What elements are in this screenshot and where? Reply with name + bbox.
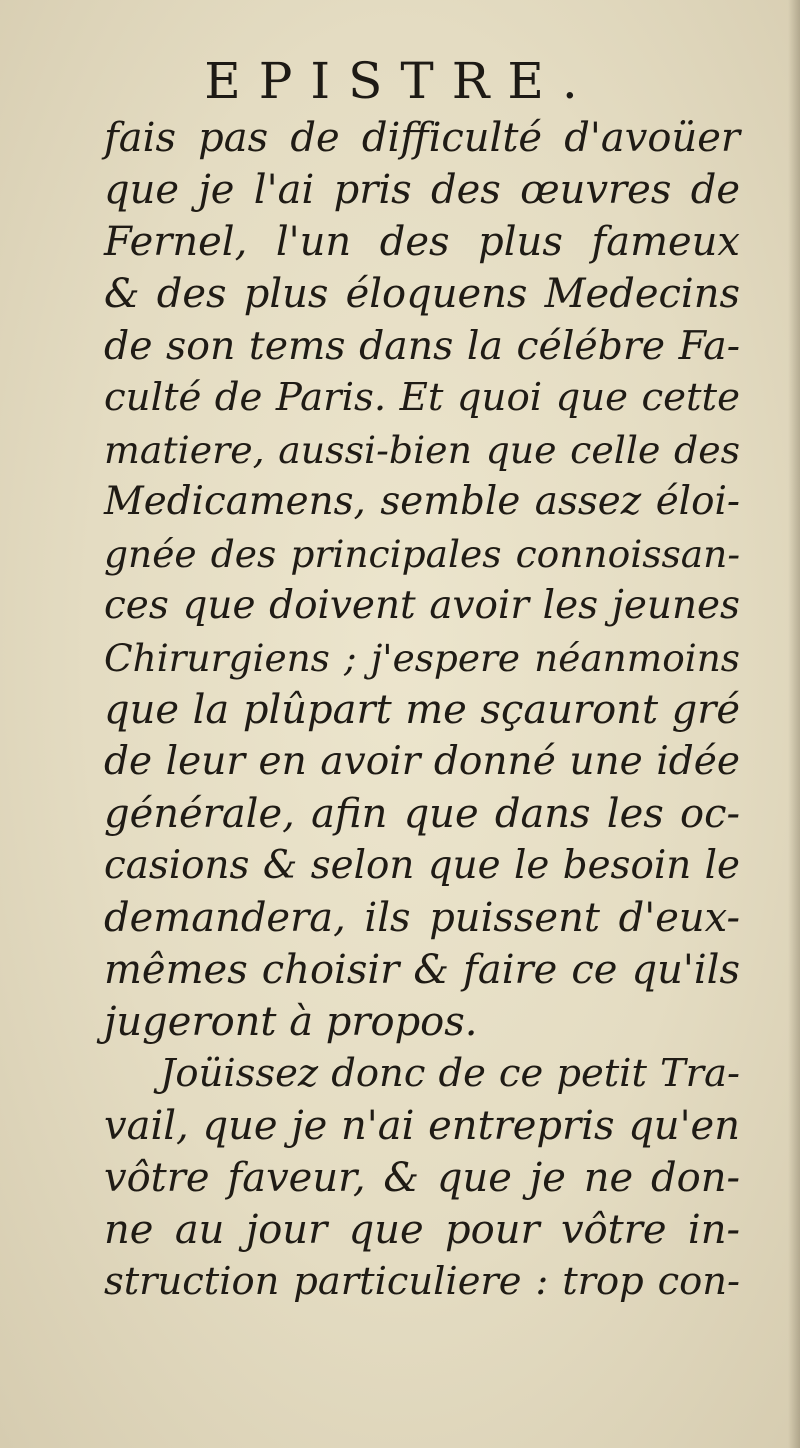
text-line: Chirurgiens ; j'espere néanmoins [104,636,740,680]
text-line: & des plus éloquens Medecins [104,271,740,317]
text-line-paragraph-end: jugeront à propos. [104,999,478,1045]
text-line: Fernel, l'un des plus fameux [104,219,740,265]
text-line: fais pas de difficulté d'avoüer [104,115,740,161]
text-line: matiere, aussi-bien que celle des [104,428,740,472]
page-gutter-shadow [788,0,800,1448]
text-line: vail, que je n'ai entrepris qu'en [104,1103,740,1149]
body-text [104,112,740,1308]
running-head: EPISTRE. [204,52,596,110]
text-line: mêmes choisir & faire ce qu'ils [104,947,740,993]
text-line: que la plûpart me sçauront gré [104,687,740,733]
text-line: casions & selon que le besoin le [104,843,740,888]
text-line: vôtre faveur, & que je ne don- [104,1155,740,1201]
text-line: que je l'ai pris des œuvres de [104,167,740,213]
text-line: générale, afin que dans les oc- [104,791,740,837]
text-line: Medicamens, semble assez éloi- [104,479,740,524]
text-line: ne au jour que pour vôtre in- [104,1207,740,1253]
text-line: demandera, ils puissent d'eux- [104,895,740,941]
text-line: de leur en avoir donné une idée [104,739,740,784]
text-line: gnée des principales connoissan- [104,532,740,576]
text-line-paragraph-start: Joüissez donc de ce petit Tra- [160,1051,740,1096]
text-line: ces que doivent avoir les jeunes [104,583,740,628]
text-line: struction particuliere : trop con- [104,1259,740,1304]
text-line: de son tems dans la célébre Fa- [104,323,740,369]
text-line: culté de Paris. Et quoi que cette [104,375,740,420]
